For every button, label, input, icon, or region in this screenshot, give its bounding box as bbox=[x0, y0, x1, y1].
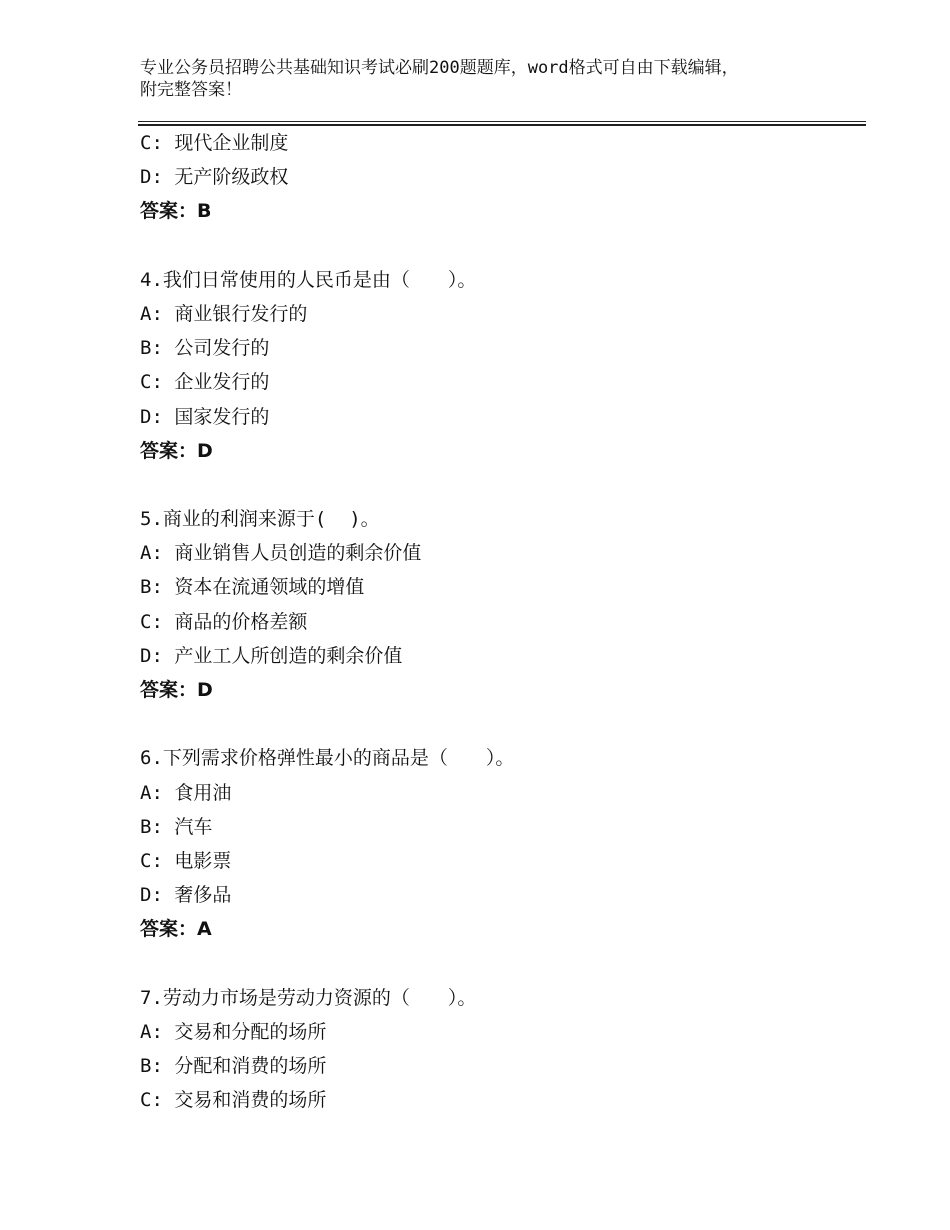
block-spacer bbox=[140, 229, 860, 263]
question-text: 4.我们日常使用的人民币是由（ ）。 bbox=[140, 268, 477, 291]
option-b: B: 资本在流通领域的增值 bbox=[140, 576, 365, 599]
option-d: D: 产业工人所创造的剩余价值 bbox=[140, 644, 403, 667]
question-block bbox=[140, 741, 860, 946]
option-c: C: 企业发行的 bbox=[140, 371, 270, 394]
answer-line: 答案：B bbox=[140, 200, 212, 223]
block-spacer bbox=[140, 947, 860, 981]
option-a: A: 食用油 bbox=[140, 781, 232, 804]
question-text: 6.下列需求价格弹性最小的商品是（ ）。 bbox=[140, 747, 515, 770]
option-c: C: 商品的价格差额 bbox=[140, 610, 308, 633]
question-text: 5.商业的利润来源于( )。 bbox=[140, 508, 380, 531]
question-list bbox=[140, 126, 860, 1117]
answer-line: 答案：A bbox=[140, 918, 212, 941]
option-b: B: 分配和消费的场所 bbox=[140, 1055, 327, 1078]
option-d: D: 国家发行的 bbox=[140, 405, 270, 428]
answer-line: 答案：D bbox=[140, 679, 213, 701]
option-d: D: 无产阶级政权 bbox=[140, 166, 289, 189]
question-block bbox=[140, 981, 860, 1118]
option-d: D: 奢侈品 bbox=[140, 884, 232, 907]
option-b: B: 汽车 bbox=[140, 815, 213, 838]
option-b: B: 公司发行的 bbox=[140, 337, 270, 360]
option-c: C: 现代企业制度 bbox=[140, 132, 289, 154]
header-line-2: 附完整答案！ bbox=[140, 80, 242, 100]
answer-line: 答案：D bbox=[140, 439, 213, 462]
option-a: A: 商业销售人员创造的剩余价值 bbox=[140, 542, 422, 565]
question-block bbox=[140, 263, 860, 468]
block-spacer bbox=[140, 468, 860, 502]
question-text: 7.劳动力市场是劳动力资源的（ ）。 bbox=[140, 986, 477, 1009]
option-a: A: 交易和分配的场所 bbox=[140, 1020, 327, 1043]
question-block bbox=[140, 502, 860, 707]
option-c: C: 交易和消费的场所 bbox=[140, 1089, 327, 1112]
header-divider-thin bbox=[138, 121, 866, 122]
document-header bbox=[140, 57, 840, 101]
block-spacer bbox=[140, 707, 860, 741]
header-line-1: 专业公务员招聘公共基础知识考试必刷200题题库，word格式可自由下载编辑， bbox=[140, 58, 739, 78]
option-a: A: 商业银行发行的 bbox=[140, 302, 308, 325]
question-block bbox=[140, 126, 860, 229]
option-c: C: 电影票 bbox=[140, 849, 232, 872]
